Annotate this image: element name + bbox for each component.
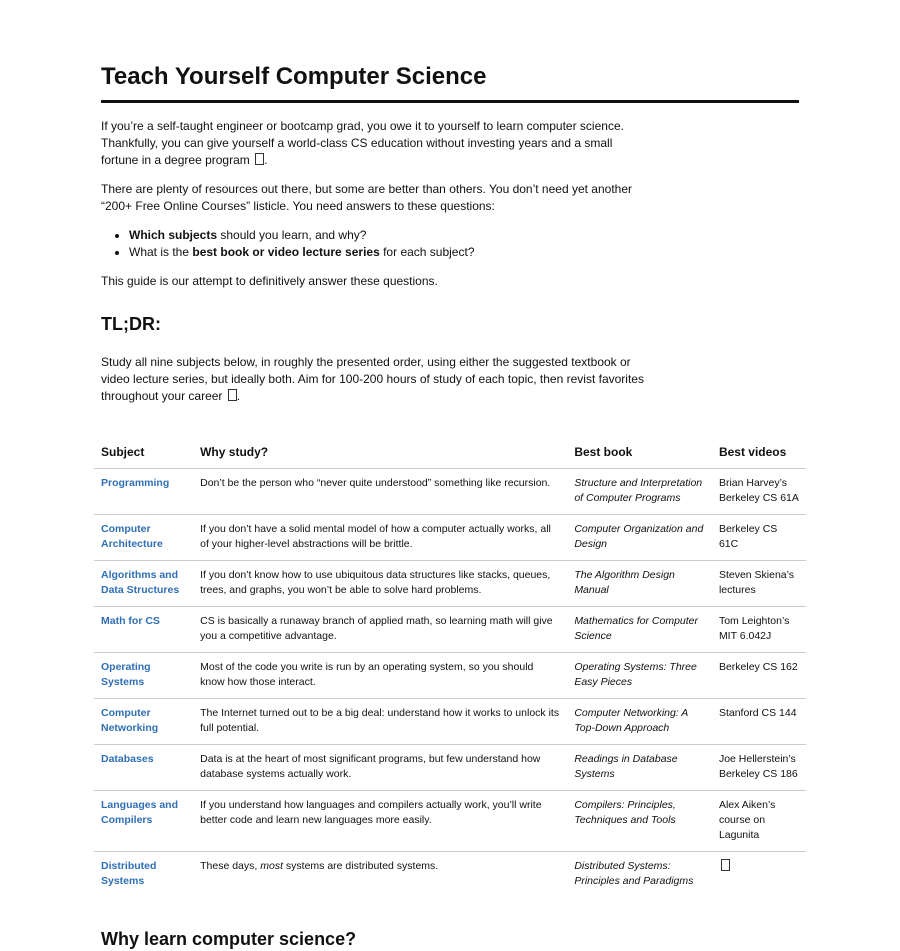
subject-cell [94, 607, 193, 653]
book-cell: Compilers: Principles, Techniques and Tools [567, 791, 712, 852]
why-cell: Don’t be the person who “never quite understood” something like recursion. [193, 469, 567, 515]
why-cell: The Internet turned out to be a big deal: understand how it works to unlock its full potential. [193, 699, 567, 745]
bullet-strong: best book or video lecture series [192, 245, 380, 259]
why-emphasis: most [260, 860, 283, 872]
videos-cell: Tom Leighton’s MIT 6.042J [712, 607, 806, 653]
subjects-table [94, 445, 806, 897]
videos-cell: Berkeley CS 162 [712, 653, 806, 699]
questions-list [101, 227, 799, 261]
subject-link[interactable]: Databases [101, 753, 154, 765]
bullet-strong: Which subjects [129, 228, 218, 242]
videos-cell: Berkeley CS 61C [712, 515, 806, 561]
table-row [94, 745, 806, 791]
tldr-text: Study all nine subjects below, in roughly the presented order, using either the suggested textbook or video lecture series, but ideally both. Aim for 100-200 hours of study of each topic, then revist favorites throughout your career [101, 355, 644, 403]
table-row [94, 469, 806, 515]
subject-cell [94, 699, 193, 745]
why-text: systems are distributed systems. [283, 860, 439, 872]
subject-cell [94, 745, 193, 791]
book-cell: Computer Organization and Design [567, 515, 712, 561]
emoji-placeholder-icon [228, 389, 237, 401]
table-row [94, 515, 806, 561]
videos-cell: Brian Harvey’s Berkeley CS 61A [712, 469, 806, 515]
subject-link[interactable]: Distributed Systems [101, 860, 157, 887]
column-header-why: Why study? [193, 445, 567, 469]
videos-cell [712, 852, 806, 898]
column-header-videos: Best videos [712, 445, 806, 469]
bullet-text: should you learn, and why? [217, 228, 367, 242]
why-cell: If you understand how languages and compilers actually work, you’ll write better code and learn new languages more easily. [193, 791, 567, 852]
intro-paragraph-1: If you’re a self-taught engineer or bootcamp grad, you owe it to yourself to learn computer science. Thankfully, you can give yourself a world-class CS education without investing years and a small fortune in a degree program . [101, 119, 624, 167]
table-row [94, 607, 806, 653]
book-cell: Operating Systems: Three Easy Pieces [567, 653, 712, 699]
list-item [129, 244, 799, 261]
subject-link[interactable]: Math for CS [101, 615, 160, 627]
subject-link[interactable]: Algorithms and Data Structures [101, 569, 180, 596]
subject-cell [94, 515, 193, 561]
subject-cell [94, 791, 193, 852]
book-cell: The Algorithm Design Manual [567, 561, 712, 607]
table-header-row [94, 445, 806, 469]
intro-p1-text: If you’re a self-taught engineer or bootcamp grad, you owe it to yourself to learn computer science. Thankfully, you can give yourself a world-class CS education without investing years and a small fortune in a degree program [101, 119, 624, 167]
book-cell: Readings in Database Systems [567, 745, 712, 791]
subject-cell [94, 852, 193, 898]
tldr-paragraph: Study all nine subjects below, in roughly the presented order, using either the suggested textbook or video lecture series, but ideally both. Aim for 100-200 hours of study of each topic, then revist favorites throughout your career . [101, 355, 644, 403]
why-section [101, 927, 799, 951]
why-cell: If you don’t know how to use ubiquitous data structures like stacks, queues, trees, and graphs, you won’t be able to solve hard problems. [193, 561, 567, 607]
book-cell: Mathematics for Computer Science [567, 607, 712, 653]
videos-cell: Stanford CS 144 [712, 699, 806, 745]
why-cell: Most of the code you write is run by an operating system, so you should know how those interact. [193, 653, 567, 699]
table-row [94, 561, 806, 607]
subject-link[interactable]: Programming [101, 477, 170, 489]
table-row [94, 791, 806, 852]
why-cell [193, 852, 567, 898]
tldr-heading: TL;DR: [101, 314, 161, 334]
subject-link[interactable]: Computer Networking [101, 707, 159, 734]
book-cell: Structure and Interpretation of Computer Programs [567, 469, 712, 515]
table-row [94, 852, 806, 898]
subject-cell [94, 561, 193, 607]
list-item [129, 227, 799, 244]
subject-link[interactable]: Computer Architecture [101, 523, 163, 550]
why-cell: If you don’t have a solid mental model of how a computer actually works, all of your higher-level abstractions will be brittle. [193, 515, 567, 561]
videos-cell: Steven Skiena’s lectures [712, 561, 806, 607]
table-row [94, 699, 806, 745]
intro-paragraph-2: There are plenty of resources out there, but some are better than others. You don’t need yet another “200+ Free Online Courses” listicle. You need answers to these questions: [101, 182, 633, 213]
why-cell: Data is at the heart of most significant programs, but few understand how database systems actually work. [193, 745, 567, 791]
subject-link[interactable]: Operating Systems [101, 661, 151, 688]
intro-paragraph-3: This guide is our attempt to definitively answer these questions. [101, 274, 438, 288]
column-header-book: Best book [567, 445, 712, 469]
why-cell: CS is basically a runaway branch of applied math, so learning math will give you a competitive advantage. [193, 607, 567, 653]
page-title: Teach Yourself Computer Science [101, 62, 799, 103]
why-text: These days, [200, 860, 261, 872]
subject-cell [94, 653, 193, 699]
emoji-placeholder-icon [721, 859, 730, 871]
book-cell: Computer Networking: A Top-Down Approach [567, 699, 712, 745]
bullet-text: What is the [129, 245, 193, 259]
videos-cell: Alex Aiken’s course on Lagunita [712, 791, 806, 852]
subject-cell [94, 469, 193, 515]
book-cell: Distributed Systems: Principles and Paradigms [574, 860, 694, 887]
why-heading: Why learn computer science? [101, 929, 357, 949]
column-header-subject: Subject [94, 445, 193, 469]
videos-cell: Joe Hellerstein’s Berkeley CS 186 [712, 745, 806, 791]
subject-link[interactable]: Languages and Compilers [101, 799, 179, 826]
table-row [94, 653, 806, 699]
emoji-placeholder-icon [255, 153, 264, 165]
bullet-text: for each subject? [379, 245, 475, 259]
